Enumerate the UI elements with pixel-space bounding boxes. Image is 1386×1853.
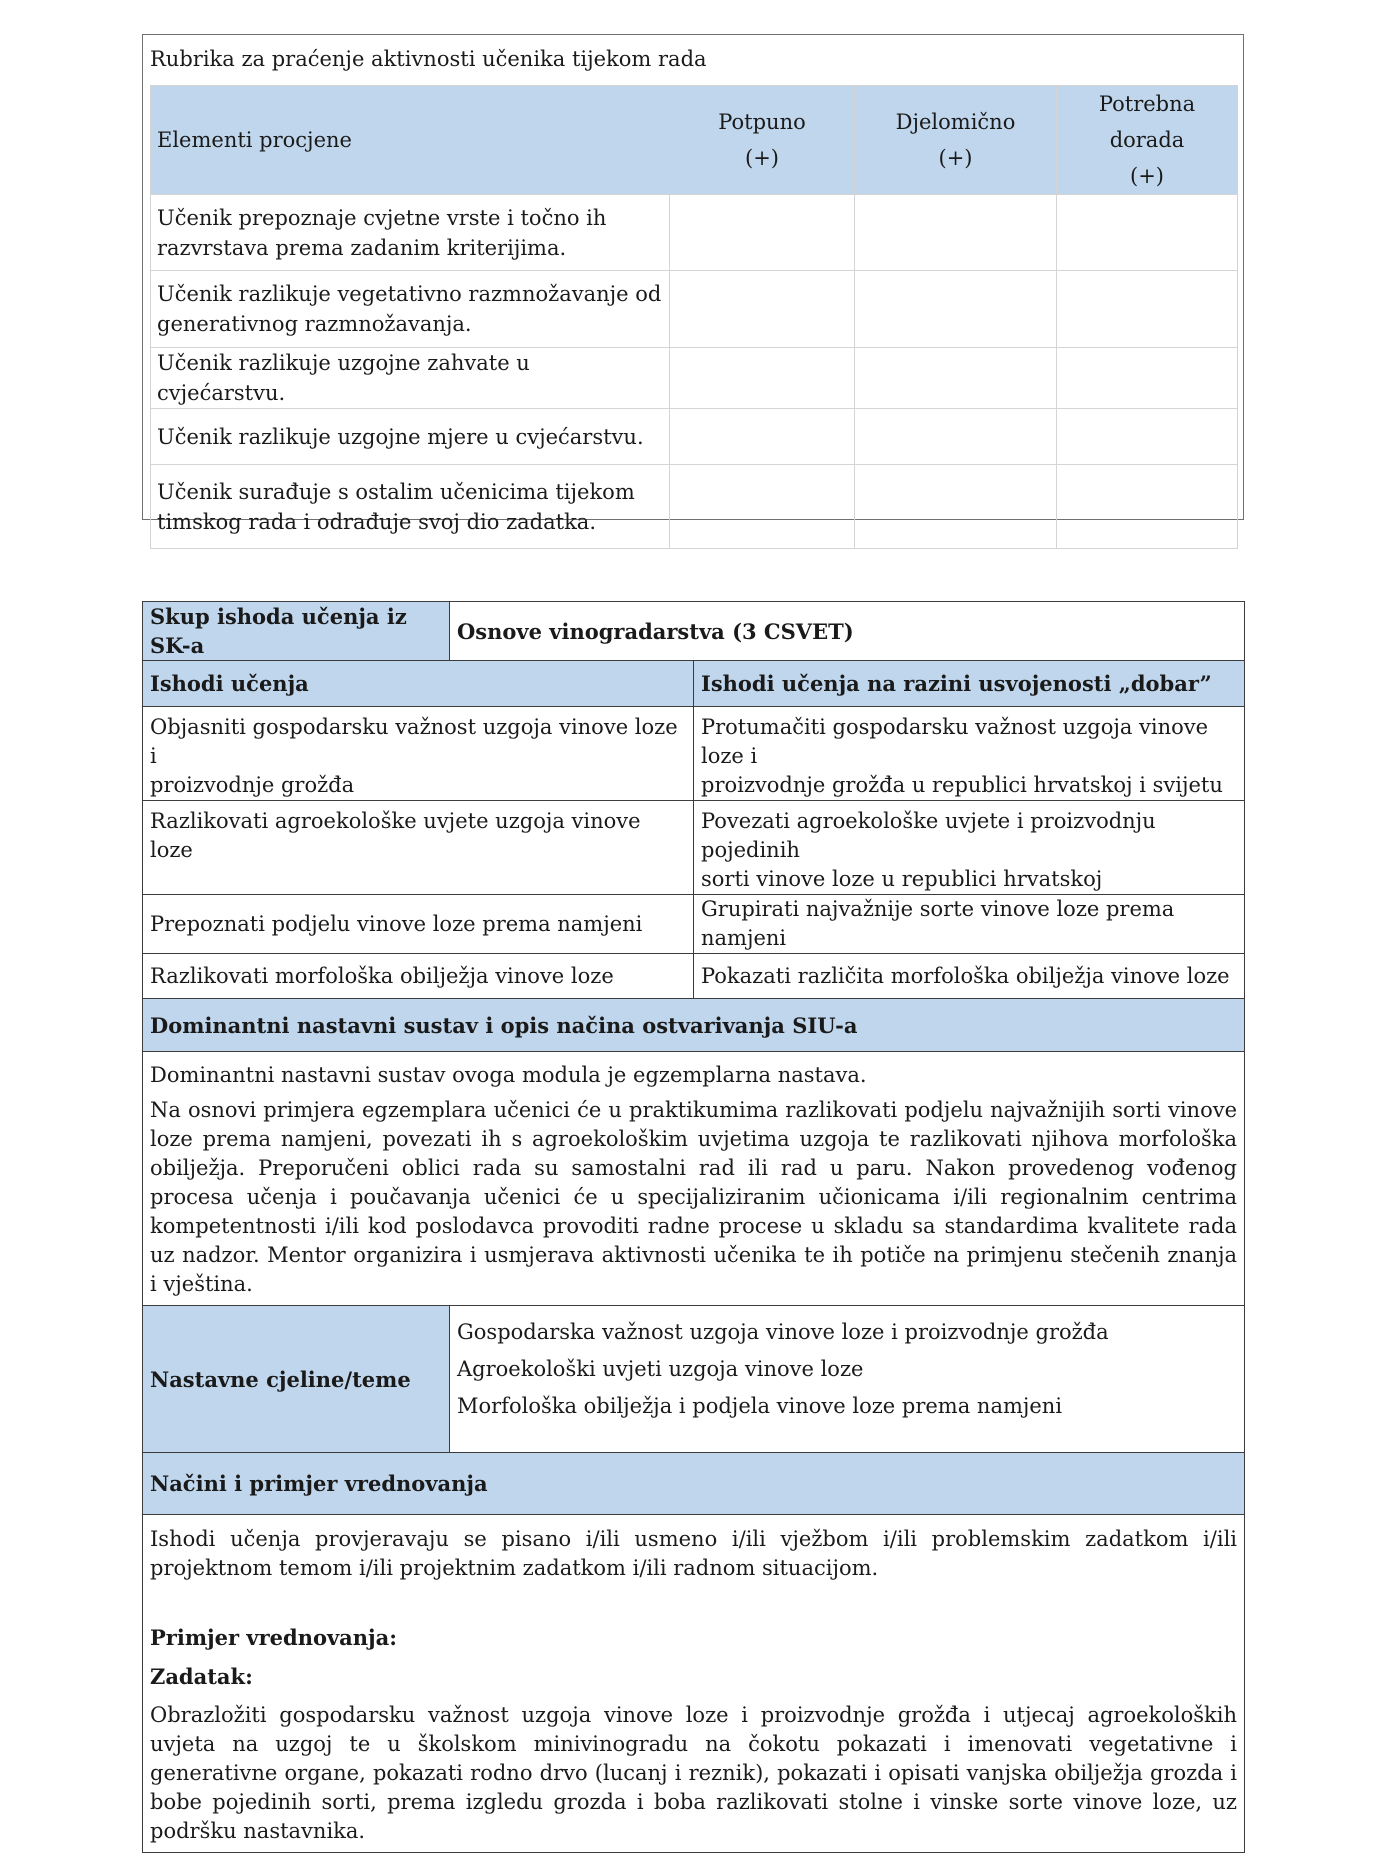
skup-label: Skup ishoda učenja iz SK-a: [143, 602, 450, 661]
outcome-text: Objasniti gospodarsku važnost uzgoja vinove loze i: [150, 715, 678, 768]
outcome-right: Grupirati najvažnije sorte vinove loze prema namjeni: [694, 895, 1245, 954]
rubric-cell-djelomicno[interactable]: [855, 409, 1057, 465]
ishodi-dobar-label: Ishodi učenja na razini usvojenosti „dobar”: [694, 661, 1245, 707]
rubric-criterion: [151, 409, 670, 465]
vrednovanje-p1: Ishodi učenja provjeravaju se pisano i/ili usmeno i/ili vježbom i/ili problemskim zadatkom i/ili projektnom temom i/ili projektnim zadatkom i/ili radnom situacijom.: [150, 1527, 1237, 1580]
rubric-criterion: [151, 271, 670, 348]
rubric-criterion: [151, 465, 670, 549]
dominant-body-row: [143, 1052, 1245, 1306]
djelomicno-sign: (+): [938, 146, 973, 170]
dorada-title: Potrebna dorada: [1098, 92, 1196, 152]
rubric-cell-potpuno[interactable]: [670, 348, 855, 409]
rubric-caption: Rubrika za praćenje aktivnosti učenika tijekom rada: [150, 47, 707, 71]
dominant-header: Dominantni nastavni sustav i opis načina ostvarivanja SIU-a: [143, 999, 1245, 1052]
potpuno-title: Potpuno: [718, 110, 806, 134]
djelomicno-title: Djelomično: [895, 110, 1016, 134]
zadatak-label: Zadatak:: [150, 1664, 253, 1689]
rubric-row: [151, 409, 1238, 465]
rubric-row: [151, 195, 1238, 271]
criterion-line: generativnog razmnožavanja.: [157, 312, 472, 336]
potpuno-sign: (+): [745, 146, 779, 170]
dominant-p2: Na osnovi primjera egzemplara učenici će u praktikumima razlikovati podjelu najvažnijih sorti vinove loze prema namjeni, povezati ih s agroekološkim uvjetima uzgoja te razlikovati njihova morfološka obilježja. Preporučeni oblici rada su samostalni rad ili rad u paru. Nakon provedenog vođenog procesa učenja i poučavanja učenici će u specijaliziranim učionicama i/ili regionalnim centrima kompetentnosti i/ili kod poslodavca provoditi radne procese u skladu sa standardima kvalitete rada uz nadzor. Mentor organizira i usmjerava aktivnosti učenika te ih potiče na primjenu stečenih znanja i vještina.: [150, 1098, 1237, 1296]
skup-value: Osnove vinogradarstva (3 CSVET): [450, 602, 1245, 661]
vrednovanje-header-row: [143, 1453, 1245, 1515]
dominant-header-row: [143, 999, 1245, 1052]
rubric-table: [142, 34, 1244, 534]
rubric-cell-dorada[interactable]: [1057, 271, 1238, 348]
outcome-text: sorti vinove loze u republici hrvatskoj: [701, 867, 1103, 891]
module-table: [142, 601, 1245, 1853]
vrednovanje-body: [143, 1515, 1245, 1853]
criterion-line: timskog rada i odrađuje svoj dio zadatka.: [157, 509, 597, 534]
zadatak-text: Obrazložiti gospodarsku važnost uzgoja vinove loze i proizvodnje grožđa i utjecaj agroekoloških uvjeta na uzgoj te u školskom minivinogradu na čokotu pokazati i imenovati vegetativne i generativne organe, pokazati rodno drvo (lucanj i reznik), pokazati i opisati vanjska obilježja grozda i bobe pojedinih sorti, prema izgledu grozda i boba razlikovati stolne i vinske sorte vinove loze, uz podršku nastavnika.: [150, 1703, 1237, 1843]
dominant-body: [143, 1052, 1245, 1306]
rubric-header-potpuno: [670, 86, 855, 195]
outcome-text: Protumačiti gospodarsku važnost uzgoja vinove loze i: [701, 715, 1209, 768]
rubric-row: [151, 348, 1238, 409]
outcome-left: [143, 801, 694, 895]
rubric-cell-potpuno[interactable]: [670, 195, 855, 271]
criterion-line: Učenik surađuje s ostalim učenicima tijekom: [157, 479, 635, 504]
outcome-row: [143, 801, 1245, 895]
outcome-text: Razlikovati agroekološke uvjete uzgoja vinove loze: [150, 809, 641, 862]
primjer-label: Primjer vrednovanja:: [150, 1625, 398, 1650]
rubric-grid: [150, 85, 1238, 549]
vrednovanje-header: Načini i primjer vrednovanja: [143, 1453, 1245, 1515]
outcome-right: Pokazati različita morfološka obilježja vinove loze: [694, 954, 1245, 999]
rubric-cell-djelomicno[interactable]: [855, 271, 1057, 348]
tema-item: Agroekološki uvjeti uzgoja vinove loze: [457, 1357, 864, 1381]
tema-item: Gospodarska važnost uzgoja vinove loze i proizvodnje grožđa: [457, 1320, 1109, 1344]
skup-row: [143, 602, 1245, 661]
rubric-cell-potpuno[interactable]: [670, 409, 855, 465]
rubric-cell-djelomicno[interactable]: [855, 195, 1057, 271]
outcome-left: Razlikovati morfološka obilježja vinove loze: [143, 954, 694, 999]
outcome-row: [143, 895, 1245, 954]
teme-label: Nastavne cjeline/teme: [143, 1306, 450, 1453]
ishodi-header-row: [143, 661, 1245, 707]
rubric-row: [151, 271, 1238, 348]
criterion-line: razvrstava prema zadanim kriterijima.: [157, 235, 567, 260]
outcome-right: [694, 801, 1245, 895]
outcome-text: proizvodnje grožđa u republici hrvatskoj i svijetu: [701, 773, 1223, 797]
outcome-text: proizvodnje grožđa: [150, 773, 355, 797]
ishodi-label: Ishodi učenja: [143, 661, 694, 707]
rubric-header-element: Elementi procjene: [151, 86, 670, 195]
rubric-header-dorada: [1057, 86, 1238, 195]
rubric-row: [151, 465, 1238, 549]
teme-row: [143, 1306, 1245, 1453]
outcome-text: Povezati agroekološke uvjete i proizvodnju pojedinih: [701, 809, 1156, 862]
vrednovanje-body-row: [143, 1515, 1245, 1853]
outcome-right: [694, 707, 1245, 801]
rubric-cell-potpuno[interactable]: [670, 271, 855, 348]
rubric-criterion: [151, 348, 670, 409]
dominant-p1: Dominantni nastavni sustav ovoga modula je egzemplarna nastava.: [150, 1063, 867, 1087]
rubric-cell-dorada[interactable]: [1057, 348, 1238, 409]
dorada-sign: (+): [1130, 164, 1164, 188]
outcome-row: [143, 954, 1245, 999]
rubric-cell-dorada[interactable]: [1057, 195, 1238, 271]
rubric-header-row: [151, 86, 1238, 195]
rubric-cell-dorada[interactable]: [1057, 465, 1238, 549]
teme-list: [450, 1306, 1245, 1453]
criterion-line: Učenik razlikuje uzgojne mjere u cvjećarstvu.: [157, 424, 644, 449]
rubric-header-djelomicno: [855, 86, 1057, 195]
outcome-row: [143, 707, 1245, 801]
rubric-cell-djelomicno[interactable]: [855, 465, 1057, 549]
rubric-cell-dorada[interactable]: [1057, 409, 1238, 465]
criterion-line: Učenik razlikuje uzgojne zahvate u cvjećarstvu.: [157, 351, 530, 405]
rubric-cell-djelomicno[interactable]: [855, 348, 1057, 409]
rubric-criterion: [151, 195, 670, 271]
outcome-left: Prepoznati podjelu vinove loze prema namjeni: [143, 895, 694, 954]
outcome-left: [143, 707, 694, 801]
rubric-cell-potpuno[interactable]: [670, 465, 855, 549]
tema-item: Morfološka obilježja i podjela vinove loze prema namjeni: [457, 1394, 1063, 1418]
criterion-line: Učenik razlikuje vegetativno razmnožavanje od: [157, 282, 662, 306]
criterion-line: Učenik prepoznaje cvjetne vrste i točno ih: [157, 205, 607, 230]
